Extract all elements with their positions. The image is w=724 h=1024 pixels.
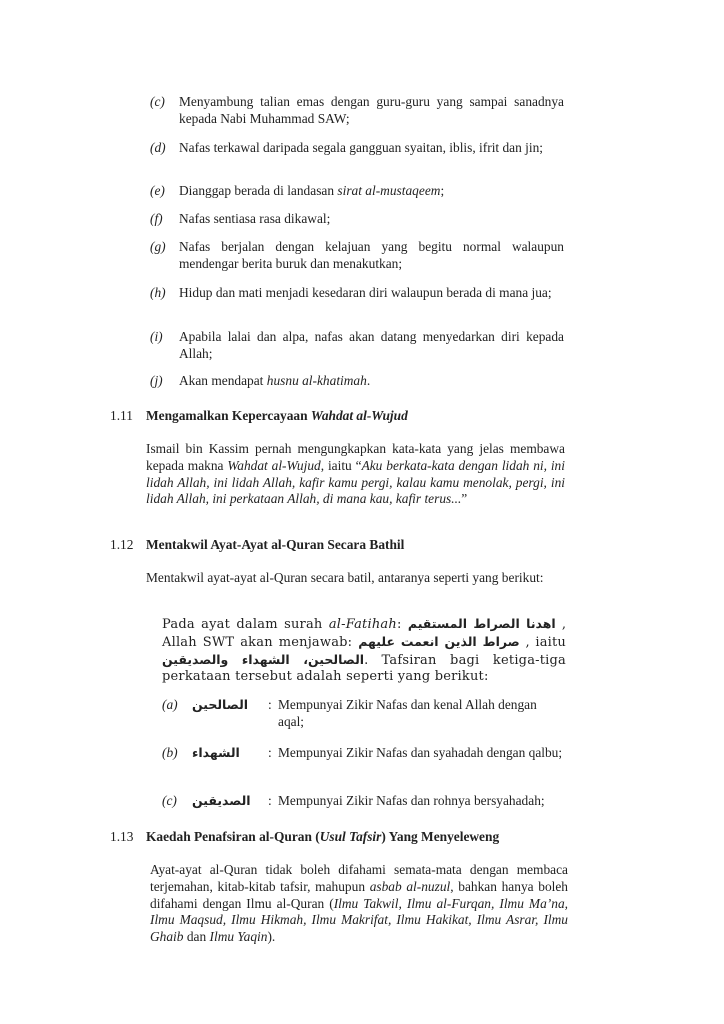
list-item-i bbox=[150, 329, 564, 363]
para-text: , bahkan hanya boleh difahami dengan Ilmu al-Quran ( bbox=[150, 878, 569, 911]
item-text: Nafas sentiasa rasa dikawal; bbox=[179, 211, 331, 226]
arabic-text: الصالحين، الشهداء والصديقين bbox=[162, 651, 365, 667]
para-italic: asbab al-nuzul bbox=[369, 878, 451, 894]
list-item-e bbox=[150, 183, 564, 200]
tafsir-item-c bbox=[162, 793, 566, 810]
sub-label: (b) bbox=[162, 745, 178, 760]
item-text-italic: husnu al-khatimah bbox=[266, 373, 367, 388]
quote-text: Pada ayat dalam surah bbox=[162, 617, 329, 632]
surah-name: al-Fatihah bbox=[328, 617, 397, 632]
item-text-plain: Dianggap berada di landasan bbox=[179, 183, 338, 198]
section-title: Mengamalkan Kepercayaan bbox=[146, 408, 311, 423]
item-text: Hidup dan mati menjadi kesedaran diri walaupun berada di mana jua; bbox=[179, 285, 552, 300]
para-italic: Ilmu Takwil, Ilmu al-Furqan, Ilmu Ma’na, Ilmu Maqsud, Ilmu Hikmah, Ilmu Makrifat, Ilmu Hakikat, Ilmu Asrar, Ilmu Ghaib bbox=[150, 895, 568, 945]
section-title-italic: Usul Tafsir bbox=[319, 829, 382, 844]
tafsir-definition: Mempunyai Zikir Nafas dan rohnya bersyahadah; bbox=[278, 793, 545, 808]
item-text: Nafas berjalan dengan kelajuan yang begitu normal walaupun mendengar berita buruk dan menakutkan; bbox=[179, 239, 564, 271]
item-label: (f) bbox=[150, 211, 163, 226]
arabic-word: الصديقين bbox=[192, 793, 251, 808]
colon: : bbox=[268, 793, 272, 808]
section-heading-1-12 bbox=[110, 537, 570, 554]
colon: : bbox=[268, 745, 272, 760]
section-heading-1-11 bbox=[110, 408, 570, 425]
arabic-word: الشهداء bbox=[192, 745, 240, 760]
item-label: (g) bbox=[150, 239, 166, 254]
para-text: dan bbox=[183, 929, 210, 945]
tafsir-definition: Mempunyai Zikir Nafas dan kenal Allah dengan aqal; bbox=[278, 697, 537, 729]
colon: : bbox=[268, 697, 272, 712]
sub-label: (c) bbox=[162, 793, 177, 808]
list-item-h bbox=[150, 285, 564, 302]
tafsir-definition: Mempunyai Zikir Nafas dan syahadah dengan qalbu; bbox=[278, 745, 563, 760]
section-heading-1-13 bbox=[110, 829, 570, 846]
para-text: ” bbox=[461, 491, 468, 507]
quote-text: , Allah SWT akan menjawab: bbox=[162, 617, 566, 650]
list-item-f bbox=[150, 211, 564, 228]
section-title-italic: Wahdat al-Wujud bbox=[310, 408, 408, 423]
section-number: 1.11 bbox=[110, 408, 133, 423]
item-label: (j) bbox=[150, 373, 163, 388]
list-item-j bbox=[150, 373, 564, 390]
item-text: Nafas terkawal daripada segala gangguan syaitan, iblis, ifrit dan jin; bbox=[179, 140, 544, 155]
item-text: Apabila lalai dan alpa, nafas akan datang menyedarkan diri kepada Allah; bbox=[179, 329, 564, 361]
list-item-g bbox=[150, 239, 564, 273]
para-quote-italic: Aku berkata-kata dengan lidah ni, ini lidah Allah, ini lidah Allah, kafir kamu pergi, kalau kamu menolak, pergi, ini lidah Allah, ini perkataan Allah, di mana kau, kafir terus... bbox=[146, 457, 565, 507]
quote-text: : bbox=[396, 617, 408, 632]
item-text-plain: . bbox=[366, 373, 371, 388]
section-1-13-paragraph bbox=[150, 862, 568, 946]
list-item-c bbox=[150, 94, 564, 128]
item-label: (d) bbox=[150, 140, 166, 155]
para-italic: Ilmu Yaqin bbox=[209, 929, 268, 945]
para-text: , iaitu “ bbox=[320, 457, 362, 473]
item-text-plain: Akan mendapat bbox=[179, 373, 267, 388]
section-number: 1.13 bbox=[110, 829, 134, 844]
item-label: (h) bbox=[150, 285, 166, 300]
section-1-11-paragraph bbox=[146, 441, 565, 508]
item-text bbox=[179, 373, 564, 390]
para-text: Ismail bin Kassim pernah mengungkapkan kata-kata yang jelas membawa kepada makna bbox=[146, 441, 565, 473]
list-item-d bbox=[150, 140, 564, 157]
item-text-italic: sirat al-mustaqeem bbox=[337, 183, 441, 198]
quote-text: . Tafsiran bagi ketiga-tiga perkataan tersebut adalah seperti yang berikut: bbox=[162, 652, 566, 685]
arabic-text: صراط الذين انعمت عليهم bbox=[358, 633, 520, 649]
para-text: Ayat-ayat al-Quran tidak boleh difahami semata-mata dengan membaca terjemahan, kitab-kitab tafsir, mahupun bbox=[150, 862, 568, 894]
item-text bbox=[179, 183, 564, 200]
section-title: Mentakwil Ayat-Ayat al-Quran Secara Bathil bbox=[146, 537, 405, 552]
item-text: Menyambung talian emas dengan guru-guru yang sampai sanadnya kepada Nabi Muhammad SAW; bbox=[179, 94, 564, 126]
section-number: 1.12 bbox=[110, 537, 134, 552]
para-text: ). bbox=[267, 929, 276, 945]
arabic-word: الصالحين bbox=[192, 697, 249, 712]
item-text-plain: ; bbox=[440, 183, 445, 198]
section-1-12-intro: Mentakwil ayat-ayat al-Quran secara batil, antaranya seperti yang berikut: bbox=[146, 570, 544, 585]
quote-text: , iaitu bbox=[519, 634, 567, 650]
para-italic: Wahdat al-Wujud bbox=[227, 457, 321, 473]
section-title: Kaedah Penafsiran al-Quran ( bbox=[146, 829, 320, 844]
item-label: (c) bbox=[150, 94, 165, 109]
item-label: (i) bbox=[150, 329, 163, 344]
tafsir-item-a bbox=[162, 697, 566, 731]
fatihah-quote bbox=[162, 616, 566, 686]
tafsir-item-b bbox=[162, 745, 566, 762]
sub-label: (a) bbox=[162, 697, 178, 712]
section-title: ) Yang Menyeleweng bbox=[381, 829, 500, 844]
arabic-text: اهدنا الصراط المستقيم bbox=[407, 616, 556, 631]
item-label: (e) bbox=[150, 183, 165, 198]
